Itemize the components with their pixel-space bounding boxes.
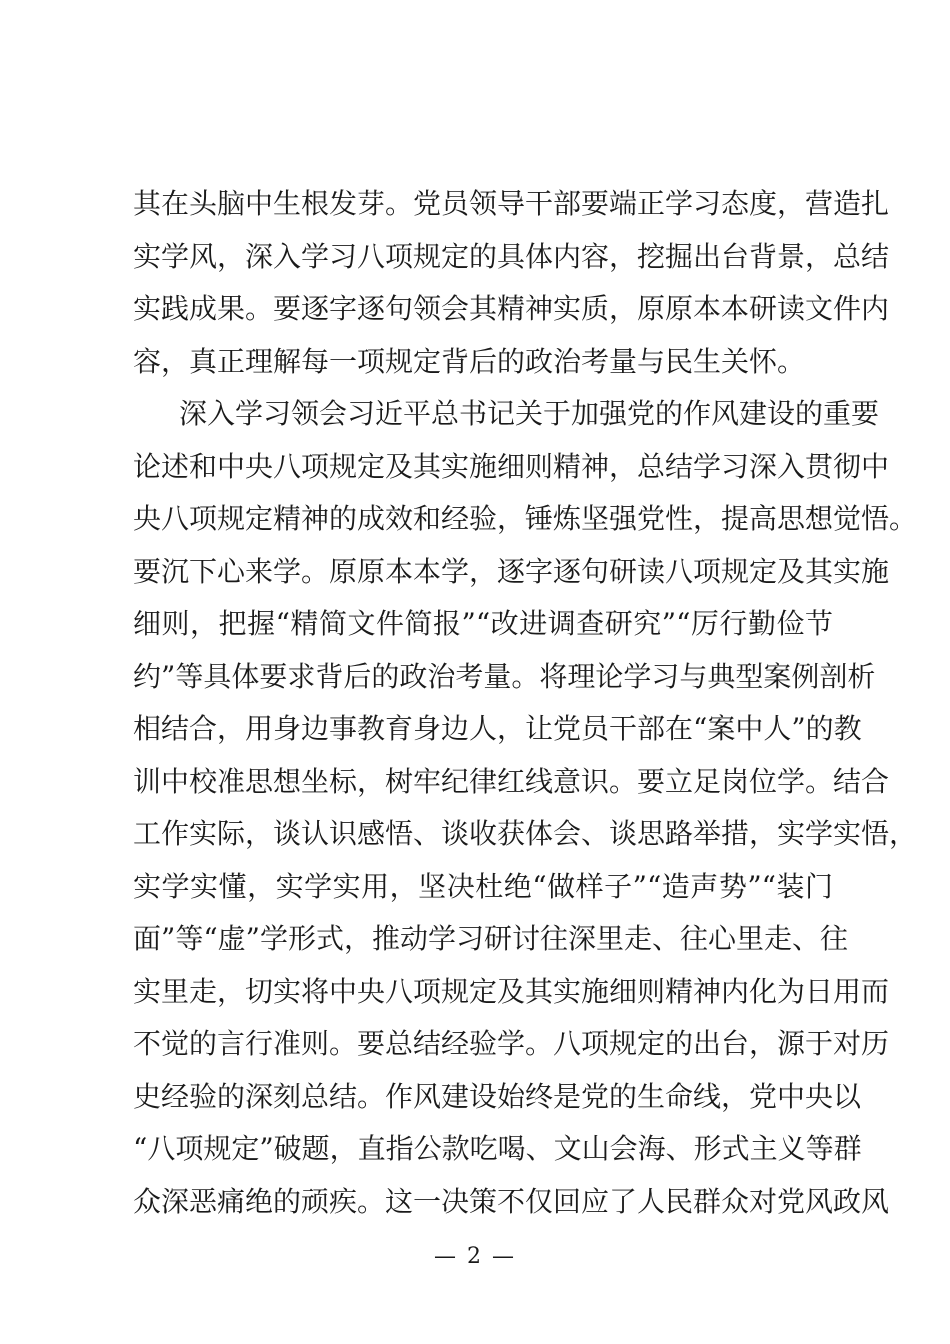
text-line: 其在头脑中生根发芽。党员领导干部要端正学习态度，营造扎: [133, 187, 890, 220]
text-line: 深入学习领会习近平总书记关于加强党的作风建设的重要: [179, 397, 880, 430]
page-number: — 2 —: [434, 1244, 516, 1269]
text-line: 实学实懂，实学实用，坚决杜绝“做样子”“造声势”“装门: [133, 869, 833, 903]
text-line: 细则，把握“精简文件简报”“改进调查研究”“厉行勤俭节: [133, 607, 833, 640]
text-line: 相结合，用身边事教育身边人，让党员干部在“案中人”的教: [133, 712, 862, 745]
text-line: 史经验的深刻总结。作风建设始终是党的生命线，党中央以: [133, 1079, 862, 1113]
text-line: 要沉下心来学。原原本本学，逐字逐句研读八项规定及其实施: [133, 554, 890, 588]
text-line: 实践成果。要逐字逐句领会其精神实质，原原本本研读文件内: [133, 292, 890, 325]
text-line: “八项规定”破题，直指公款吃喝、文山会海、形式主义等群: [133, 1132, 862, 1165]
text-line: 众深恶痛绝的顽疾。这一决策不仅回应了人民群众对党风政风: [133, 1184, 890, 1218]
text-line: 容，真正理解每一项规定背后的政治考量与民生关怀。: [133, 344, 806, 378]
text-line: 面”等“虚”学形式，推动学习研讨往深里走、往心里走、往: [133, 922, 848, 955]
body-text: [133, 178, 918, 1228]
text-line: 实学风，深入学习八项规定的具体内容，挖掘出台背景，总结: [133, 239, 890, 273]
text-line: 工作实际，谈认识感悟、谈收获体会、谈思路举措，实学实悟，: [133, 817, 918, 850]
text-line: 约”等具体要求背后的政治考量。将理论学习与典型案例剖析: [133, 659, 876, 693]
text-line: 论述和中央八项规定及其实施细则精神，总结学习深入贯彻中: [133, 449, 890, 483]
text-line: 实里走，切实将中央八项规定及其实施细则精神内化为日用而: [133, 974, 890, 1008]
text-line: 训中校准思想坐标，树牢纪律红线意识。要立足岗位学。结合: [133, 764, 890, 798]
text-line: 不觉的言行准则。要总结经验学。八项规定的出台，源于对历: [133, 1027, 890, 1060]
text-line: 央八项规定精神的成效和经验，锤炼坚强党性，提高思想觉悟。: [133, 502, 918, 535]
